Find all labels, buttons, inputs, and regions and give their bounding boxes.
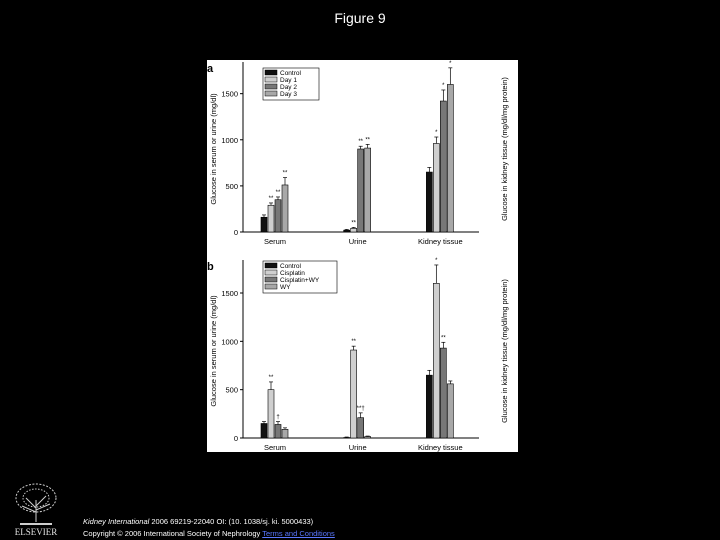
significance-mark: * (449, 60, 452, 67)
legend-label: Day 3 (280, 91, 297, 98)
bar (351, 228, 357, 232)
bar (426, 172, 432, 232)
y-axis-label-left: Glucose in serum or urine (mg/dl) (209, 295, 218, 407)
bar (433, 143, 439, 232)
y-tick-label: 1500 (221, 289, 238, 298)
legend-label: Day 2 (280, 84, 297, 91)
significance-mark: ** (358, 139, 364, 146)
legend-label: Control (280, 263, 301, 270)
citation-text: 2006 69219-22040 OI: (10. 1038/sj. ki. 5000433) (149, 517, 314, 526)
legend-swatch (265, 263, 277, 268)
legend-label: Control (280, 70, 301, 77)
y-axis-label-right: Glucose in kidney tissue (mg/dl/mg protein) (500, 77, 509, 221)
significance-mark: ** (282, 170, 288, 177)
y-axis-label-right: Glucose in kidney tissue (mg/dl/mg protein) (500, 279, 509, 423)
legend-swatch (265, 84, 277, 89)
bar (275, 424, 281, 438)
bar (261, 424, 267, 439)
significance-mark: * (442, 82, 445, 89)
legend-label: Cisplatin (280, 270, 305, 277)
bar (433, 283, 439, 438)
bar (358, 418, 364, 438)
bar (282, 429, 288, 438)
x-tick-label: Urine (348, 237, 367, 246)
figure-panel (207, 60, 518, 452)
x-tick-label: Serum (263, 443, 287, 452)
significance-mark: ** (440, 335, 446, 342)
bar (268, 205, 274, 232)
copyright-text: Copyright © 2006 International Society of Nephrology (83, 529, 261, 538)
bar (447, 384, 453, 438)
legend-label: Day 1 (280, 77, 297, 84)
citation-line (83, 517, 313, 526)
y-tick-label: 0 (233, 434, 238, 443)
legend-swatch (265, 284, 277, 289)
x-tick-label: Kidney tissue (418, 443, 463, 452)
y-tick-label: 500 (225, 181, 238, 191)
bar (365, 437, 371, 438)
legend-label: WY (280, 284, 291, 291)
panel-label: b (207, 261, 214, 273)
bar (282, 185, 288, 232)
legend-swatch (265, 91, 277, 96)
bar (365, 148, 371, 232)
bar (268, 390, 274, 438)
bar (440, 101, 446, 232)
significance-mark: ** (351, 339, 357, 346)
bar (344, 438, 350, 439)
legend-swatch (265, 77, 277, 82)
y-tick-label: 0 (233, 228, 238, 237)
bar (275, 200, 281, 232)
x-tick-label: Kidney tissue (418, 237, 463, 246)
x-tick-label: Urine (348, 443, 367, 452)
significance-mark: **† (356, 405, 365, 412)
y-axis-label-left: Glucose in serum or urine (mg/dl) (209, 93, 218, 205)
significance-mark: * (435, 130, 438, 137)
y-tick-label: 500 (225, 385, 238, 395)
elsevier-logo (6, 478, 66, 538)
slide-title: Figure 9 (334, 10, 386, 26)
y-tick-label: 1500 (221, 89, 238, 99)
significance-mark: ** (275, 189, 281, 196)
journal-name: Kidney International (83, 517, 150, 526)
legend-swatch (265, 70, 277, 75)
significance-mark: ** (365, 137, 371, 144)
terms-link[interactable]: Terms and Conditions (262, 529, 335, 538)
bar (358, 149, 364, 232)
significance-mark: * (435, 257, 438, 264)
bar (426, 375, 432, 438)
logo-wordmark: ELSEVIER (14, 527, 58, 537)
figure-9-charts (207, 60, 518, 452)
y-tick-label: 1000 (221, 337, 238, 347)
bar (261, 217, 267, 232)
significance-mark: ** (268, 374, 274, 381)
x-tick-label: Serum (263, 237, 287, 246)
significance-mark: ** (268, 195, 274, 202)
bar (351, 350, 357, 438)
legend-label: Cisplatin+WY (280, 277, 320, 284)
copyright-line (83, 529, 335, 538)
bar (440, 348, 446, 438)
significance-mark: † (276, 414, 280, 421)
bar (344, 230, 350, 232)
significance-mark: ** (351, 220, 357, 227)
bar (447, 84, 453, 232)
panel-label: a (207, 63, 214, 75)
legend-swatch (265, 270, 277, 275)
y-tick-label: 1000 (221, 135, 238, 145)
legend-swatch (265, 277, 277, 282)
